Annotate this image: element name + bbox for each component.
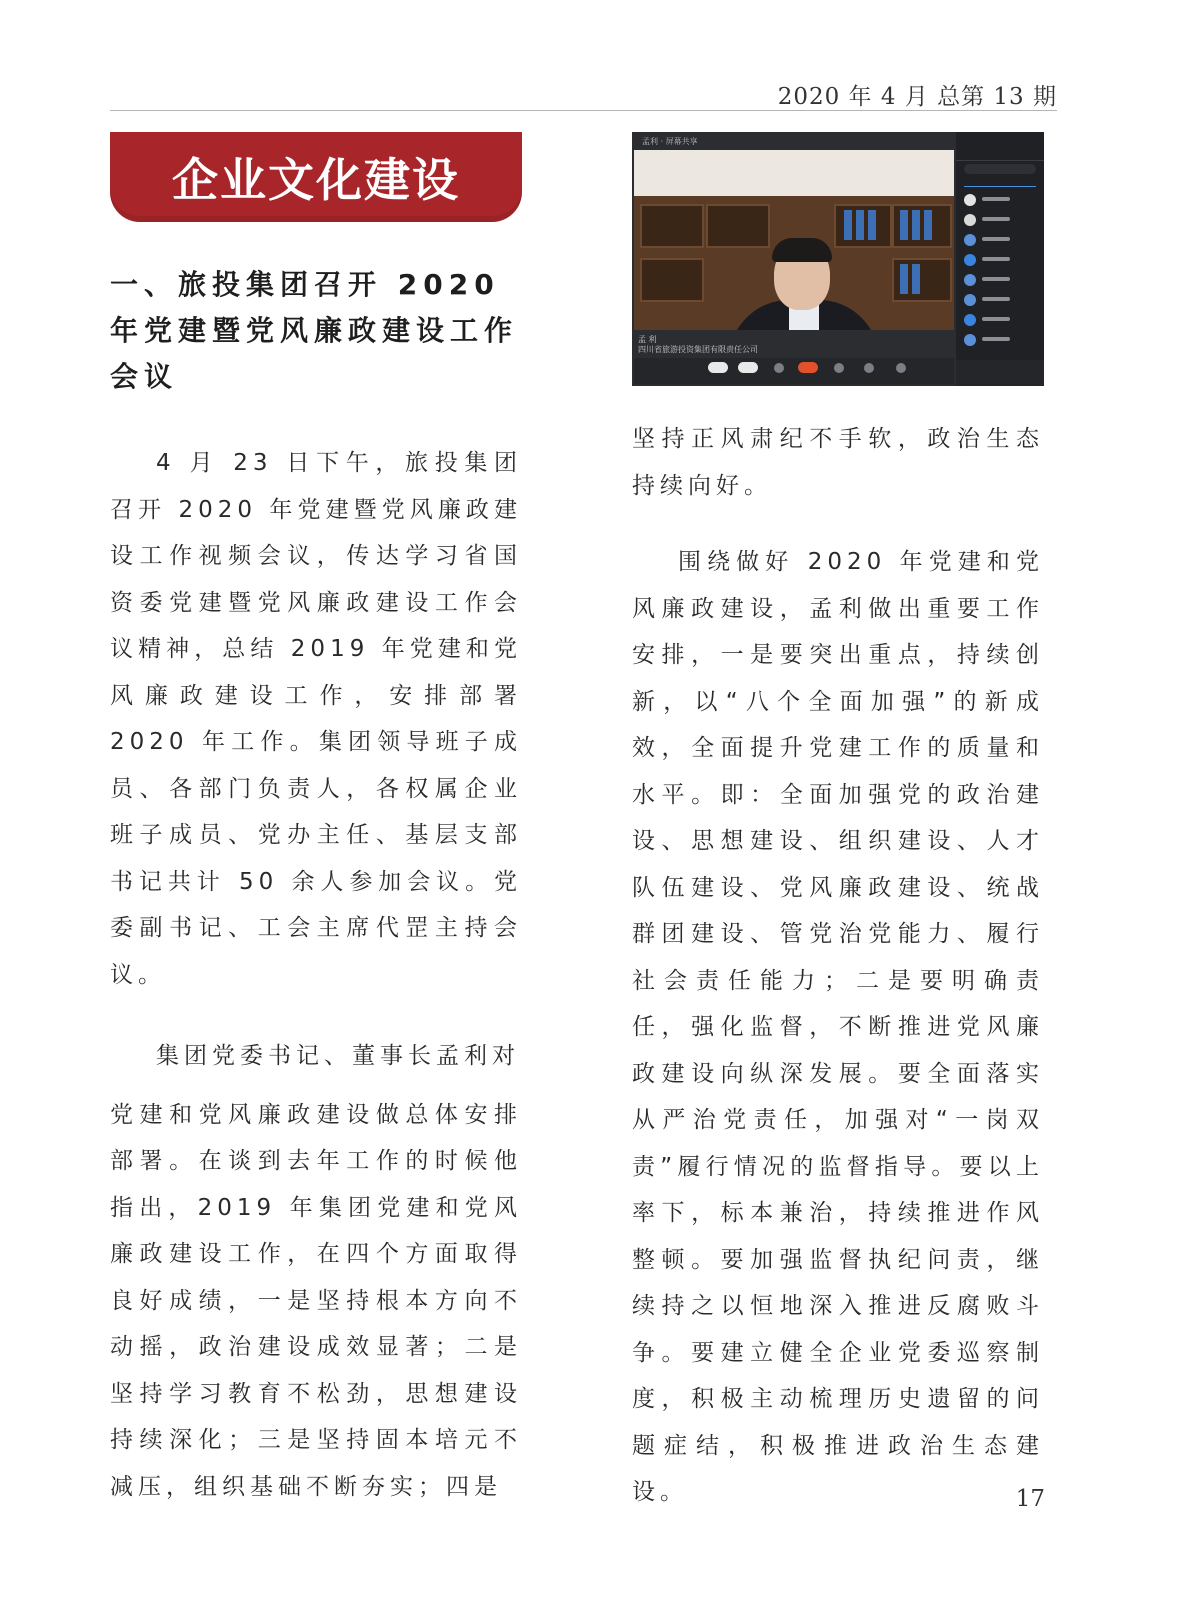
panel-toolbar: [956, 360, 1044, 386]
share-icon[interactable]: [774, 363, 784, 373]
speaker-caption: 孟 利 四川省旅游投资集团有限责任公司: [638, 335, 758, 354]
participant-item[interactable]: [964, 294, 1040, 310]
participant-item[interactable]: [964, 274, 1040, 290]
avatar: [964, 214, 976, 226]
participant-search[interactable]: [964, 164, 1036, 174]
avatar: [964, 314, 976, 326]
avatar: [964, 194, 976, 206]
participant-item[interactable]: [964, 334, 1040, 350]
paragraph-3: 党建和党风廉政建设做总体安排部署。在谈到去年工作的时候他指出，2019 年集团党建和党风廉政建设工作，在四个方面取得良好成绩，一是坚持根本方向不动摇，政治建设成效显著；二是坚持学习教育不松劲，思想建设持续深化；三是坚持固本培元不减压，组织基础不断夯实；四是: [110, 1101, 522, 1500]
avatar: [964, 334, 976, 346]
section-title: 企业文化建设: [172, 153, 460, 207]
article-title: 一、旅投集团召开 2020 年党建暨党风廉政建设工作会议: [110, 268, 519, 393]
paragraph-5: 围绕做好 2020 年党建和党风廉政建设，孟利做出重要工作安排，一是要突出重点，持续创新，以“八个全面加强”的新成效，全面提升党建工作的质量和水平。即：全面加强党的政治建设、思想建设、组织建设、人才队伍建设、党风廉政建设、统战群团建设、管党治党能力、履行社会责任能力；二是要明确责任，强化监督，不断推进党风廉政建设向纵深发展。要全面落实从严治党责任，加强对“一岗双责”履行情况的监督指导。要以上率下，标本兼治，持续推进作风整顿。要加强监督执纪问责，继续持之以恒地深入推进反腐败斗争。要建立健全企业党委巡察制度，积极主动梳理历史遗留的问题症结，积极推进政治生态建设。: [632, 549, 1044, 1505]
paragraph-1: 4 月 23 日下午，旅投集团召开 2020 年党建暨党风廉政建设工作视频会议，传达学习省国资委党建暨党风廉政建设工作会议精神，总结 2019 年党建和党风廉政建设工作，安排部署 2020 年工作。集团领导班子成员、各部门负责人，各权属企业班子成员、党办主任、基层支部书记共计 50 余人参加会议。党委副书记、工会主席代罡主持会议。: [110, 450, 522, 988]
record-icon[interactable]: [864, 363, 874, 373]
mic-icon[interactable]: [708, 362, 728, 373]
issue-info: 2020 年 4 月 总第 13 期: [777, 84, 1057, 110]
paragraph-4: 坚持正风肃纪不手软，政治生态持续向好。: [632, 426, 1044, 499]
participant-item[interactable]: [964, 254, 1040, 270]
right-column: [632, 132, 1044, 1516]
video-conference-photo: [632, 132, 1044, 386]
video-feed: [634, 150, 954, 330]
camera-icon[interactable]: [738, 362, 758, 373]
participant-item[interactable]: [964, 314, 1040, 330]
section-banner: [110, 132, 522, 222]
avatar: [964, 294, 976, 306]
call-toolbar: [634, 358, 954, 384]
window-title: 孟利 · 屏幕共享: [642, 137, 698, 146]
left-column: [110, 262, 522, 1510]
participant-panel: [956, 132, 1044, 386]
participant-tabs[interactable]: [964, 178, 1036, 187]
page-number: 17: [1015, 1486, 1045, 1512]
paragraph-2: 集团党委书记、董事长孟利对: [156, 1043, 520, 1069]
participant-item[interactable]: [964, 194, 1040, 210]
member-icon[interactable]: [834, 363, 844, 373]
avatar: [964, 274, 976, 286]
avatar: [964, 234, 976, 246]
participant-item[interactable]: [964, 214, 1040, 230]
settings-icon[interactable]: [896, 363, 906, 373]
participant-item[interactable]: [964, 234, 1040, 250]
hangup-icon[interactable]: [798, 362, 818, 373]
header-divider: [110, 110, 1057, 111]
avatar: [964, 254, 976, 266]
